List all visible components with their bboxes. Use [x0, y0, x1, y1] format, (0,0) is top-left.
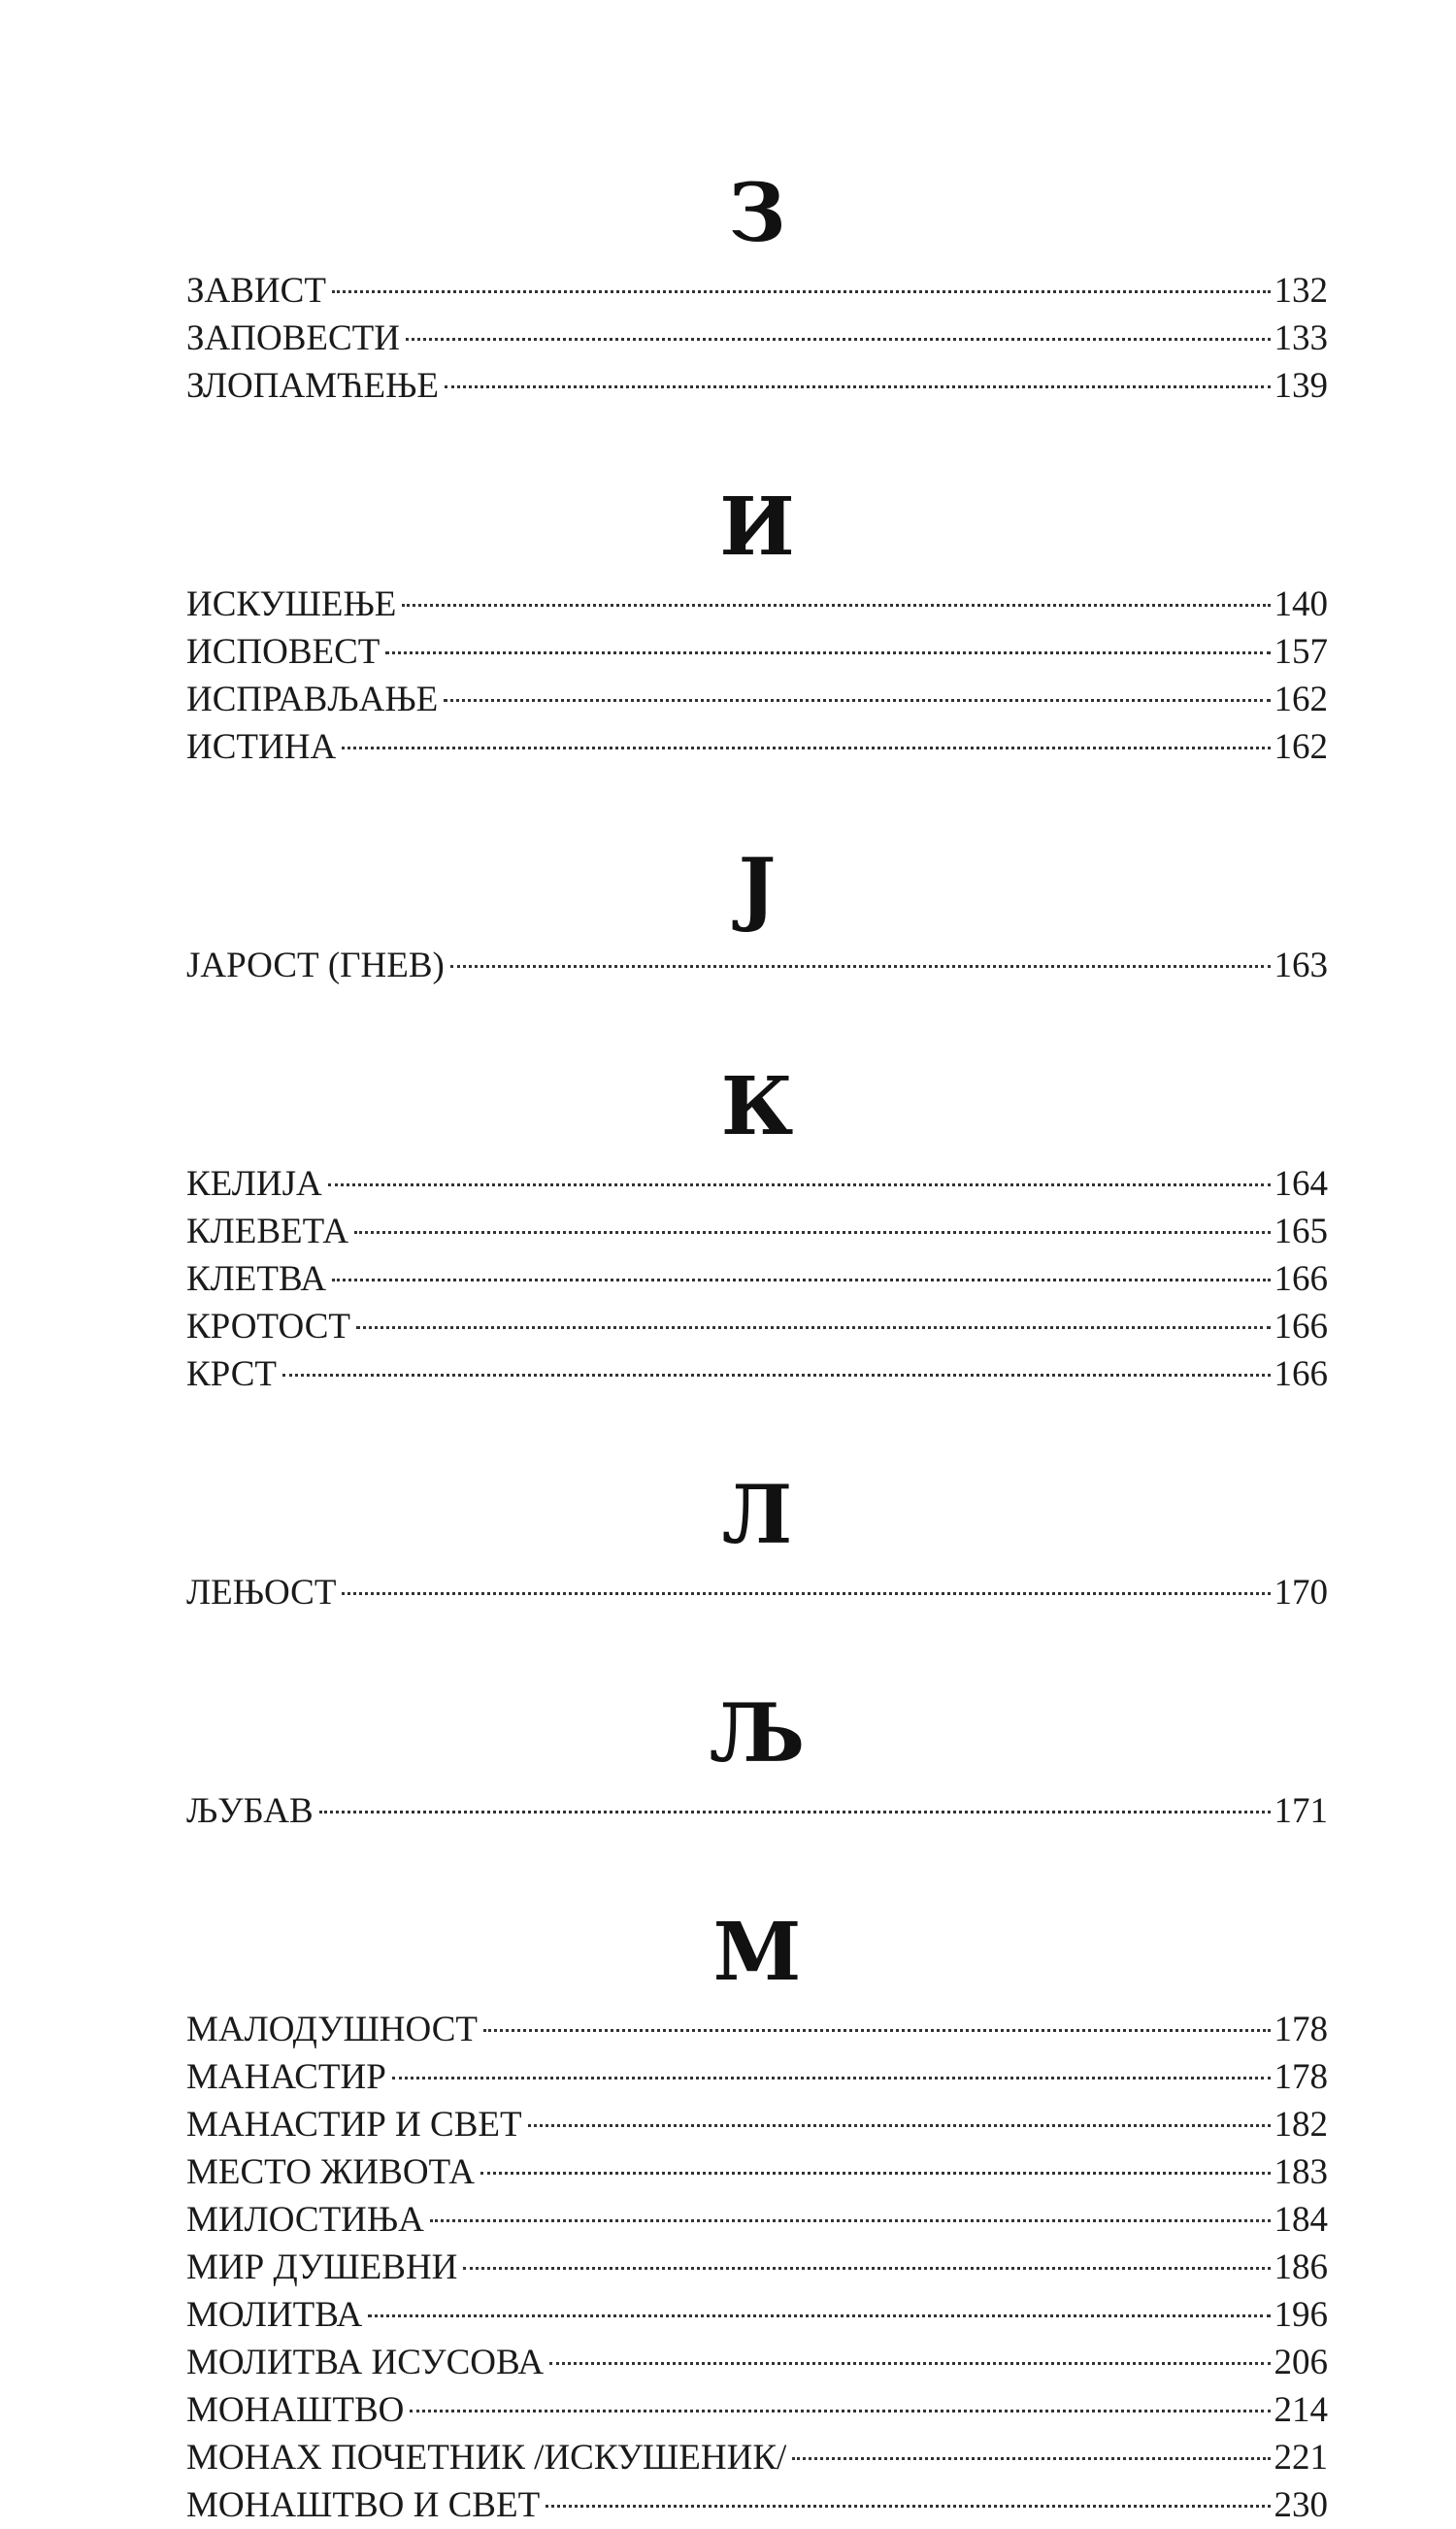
- entry-title: ИСТИНА: [186, 727, 337, 767]
- entry-page-number: 178: [1274, 2010, 1328, 2049]
- entry-page-number: 214: [1274, 2390, 1328, 2430]
- dot-leader: [546, 2505, 1270, 2508]
- section-entries: [186, 1787, 1328, 1835]
- entry-page-number: 162: [1274, 727, 1328, 767]
- entry-title: КРОТОСТ: [186, 1307, 350, 1347]
- entry-title: ИСПРАВЉАЊЕ: [186, 680, 439, 719]
- toc-entry: [186, 2148, 1328, 2196]
- section-gap: [186, 1835, 1328, 1899]
- dot-leader: [328, 1183, 1271, 1186]
- section-initial: Љ: [709, 1687, 806, 1780]
- toc-entry: [186, 628, 1328, 676]
- entry-title: КЛЕВЕТА: [186, 1212, 349, 1251]
- dot-leader: [463, 2267, 1270, 2270]
- dot-leader: [385, 651, 1270, 654]
- section-initial: Ј: [738, 842, 777, 935]
- dot-leader: [528, 2124, 1271, 2127]
- toc-entry: [186, 723, 1328, 771]
- dot-leader: [430, 2219, 1271, 2222]
- toc-entry: [186, 315, 1328, 362]
- entry-title: МЕСТО ЖИВОТА: [186, 2152, 476, 2192]
- toc-entry: [186, 1350, 1328, 1398]
- section-gap: [186, 410, 1328, 474]
- dot-leader: [450, 965, 1271, 968]
- toc-section: [186, 1680, 1328, 1835]
- section-initial: К: [720, 1060, 794, 1153]
- entry-title: ЗАПОВЕСТИ: [186, 318, 400, 358]
- toc-entry: [186, 2386, 1328, 2434]
- toc-entry: [186, 1303, 1328, 1350]
- entry-page-number: 196: [1274, 2295, 1328, 2335]
- toc-entry: [186, 1208, 1328, 1255]
- entry-title: МИР ДУШЕВНИ: [186, 2247, 458, 2287]
- section-initial: З: [728, 167, 786, 260]
- toc-section: [186, 835, 1328, 989]
- entry-page-number: 133: [1274, 318, 1328, 358]
- entry-title: МОЛИТВА ИСУСОВА: [186, 2343, 545, 2382]
- toc-entry: [186, 676, 1328, 723]
- section-entries: [186, 267, 1328, 410]
- entry-title: КЕЛИЈА: [186, 1164, 322, 1204]
- entry-page-number: 178: [1274, 2057, 1328, 2097]
- entry-page-number: 132: [1274, 271, 1328, 311]
- dot-leader: [402, 604, 1270, 607]
- section-gap: [186, 1398, 1328, 1462]
- entry-title: МОНАШТВО: [186, 2390, 405, 2430]
- table-of-contents: [186, 160, 1328, 2529]
- toc-entry: [186, 942, 1328, 989]
- section-entries: [186, 2006, 1328, 2529]
- toc-entry: [186, 2434, 1328, 2481]
- dot-leader: [792, 2457, 1270, 2460]
- entry-title: ЛЕЊОСТ: [186, 1573, 337, 1613]
- section-gap: [186, 989, 1328, 1053]
- toc-entry: [186, 1569, 1328, 1616]
- entry-page-number: 183: [1274, 2152, 1328, 2192]
- entry-title: КРСТ: [186, 1354, 277, 1394]
- dot-leader: [444, 699, 1270, 702]
- entry-page-number: 171: [1274, 1791, 1328, 1831]
- dot-leader: [354, 1231, 1270, 1234]
- toc-entry: [186, 2006, 1328, 2053]
- entry-page-number: 164: [1274, 1164, 1328, 1204]
- section-entries: [186, 1160, 1328, 1398]
- section-entries: [186, 581, 1328, 771]
- entry-page-number: 206: [1274, 2343, 1328, 2382]
- entry-page-number: 170: [1274, 1573, 1328, 1613]
- entry-title: МАНАСТИР: [186, 2057, 386, 2097]
- entry-page-number: 162: [1274, 680, 1328, 719]
- toc-entry: [186, 1787, 1328, 1835]
- entry-page-number: 186: [1274, 2247, 1328, 2287]
- entry-page-number: 157: [1274, 632, 1328, 672]
- section-entries: [186, 942, 1328, 989]
- toc-entry: [186, 2291, 1328, 2339]
- dot-leader: [480, 2172, 1270, 2175]
- toc-entry: [186, 1255, 1328, 1303]
- dot-leader: [549, 2362, 1270, 2365]
- section-entries: [186, 1569, 1328, 1616]
- entry-page-number: 163: [1274, 946, 1328, 985]
- dot-leader: [332, 290, 1271, 293]
- section-initial: М: [712, 1906, 802, 1999]
- dot-leader: [410, 2410, 1270, 2413]
- toc-section: [186, 1899, 1328, 2529]
- entry-title: МОЛИТВА: [186, 2295, 363, 2335]
- dot-leader: [342, 747, 1270, 749]
- toc-section: [186, 1462, 1328, 1616]
- toc-entry: [186, 267, 1328, 315]
- dot-leader: [356, 1326, 1271, 1329]
- section-initial: И: [719, 481, 795, 574]
- entry-title: МАНАСТИР И СВЕТ: [186, 2105, 522, 2145]
- entry-page-number: 140: [1274, 584, 1328, 624]
- entry-page-number: 166: [1274, 1259, 1328, 1299]
- dot-leader: [368, 2314, 1270, 2317]
- section-initial: Л: [721, 1469, 793, 1562]
- section-gap: [186, 1616, 1328, 1680]
- entry-page-number: 166: [1274, 1354, 1328, 1394]
- toc-entry: [186, 362, 1328, 410]
- toc-section: [186, 160, 1328, 410]
- entry-title: МОНАХ ПОЧЕТНИК /ИСКУШЕНИК/: [186, 2438, 787, 2478]
- entry-page-number: 184: [1274, 2200, 1328, 2240]
- entry-title: МОНАШТВО И СВЕТ: [186, 2485, 541, 2525]
- toc-entry: [186, 2101, 1328, 2148]
- toc-section: [186, 1053, 1328, 1398]
- dot-leader: [406, 338, 1271, 341]
- toc-entry: [186, 581, 1328, 628]
- entry-title: МИЛОСТИЊА: [186, 2200, 424, 2240]
- toc-section: [186, 474, 1328, 771]
- dot-leader: [332, 1279, 1270, 1281]
- toc-entry: [186, 1160, 1328, 1208]
- dot-leader: [342, 1592, 1270, 1595]
- entry-title: МАЛОДУШНОСТ: [186, 2010, 478, 2049]
- entry-title: ЗЛОПАМЋЕЊЕ: [186, 366, 439, 406]
- toc-entry: [186, 2053, 1328, 2101]
- entry-page-number: 165: [1274, 1212, 1328, 1251]
- entry-title: ИСПОВЕСТ: [186, 632, 381, 672]
- dot-leader: [483, 2029, 1271, 2032]
- entry-title: ЈАРОСТ (ГНЕВ): [186, 946, 445, 985]
- entry-title: ЗАВИСТ: [186, 271, 326, 311]
- dot-leader: [392, 2077, 1271, 2080]
- toc-entry: [186, 2339, 1328, 2386]
- entry-title: ИСКУШЕЊЕ: [186, 584, 397, 624]
- dot-leader: [282, 1374, 1271, 1377]
- toc-entry: [186, 2196, 1328, 2244]
- entry-page-number: 139: [1274, 366, 1328, 406]
- dot-leader: [319, 1811, 1271, 1814]
- section-gap: [186, 771, 1328, 835]
- entry-page-number: 182: [1274, 2105, 1328, 2145]
- entry-title: ЉУБАВ: [186, 1791, 314, 1831]
- toc-entry: [186, 2244, 1328, 2291]
- toc-entry: [186, 2481, 1328, 2529]
- entry-page-number: 221: [1274, 2438, 1328, 2478]
- entry-page-number: 230: [1274, 2485, 1328, 2525]
- entry-page-number: 166: [1274, 1307, 1328, 1347]
- dot-leader: [445, 385, 1271, 388]
- entry-title: КЛЕТВА: [186, 1259, 327, 1299]
